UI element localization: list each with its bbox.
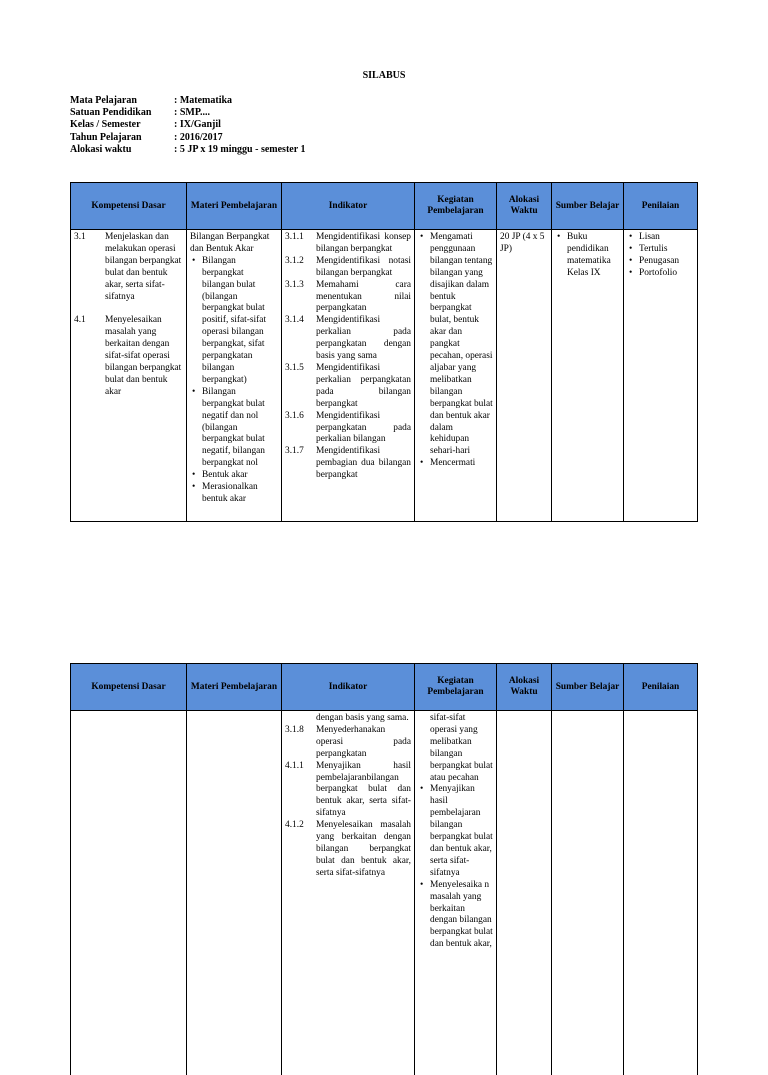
list-item: • Bentuk akar	[202, 470, 278, 482]
syllabus-table-2	[70, 663, 698, 1075]
sumber-list	[555, 232, 620, 280]
list-item: • Bilangan berpangkat bulat negatif dan nol (bilangan berpangkat bulat negatif, bilangan berpangkat nol	[202, 387, 278, 470]
table-row	[71, 711, 698, 1075]
indikator-item: 3.1.4 Mengidentifikasi perkalian pada perpangkatan dengan basis yang sama	[285, 315, 411, 363]
kegiatan-list	[418, 232, 493, 470]
cell-alokasi: 20 JP (4 x 5 JP)	[497, 230, 552, 522]
cell-penilaian	[624, 711, 698, 1075]
header-alokasi: Alokasi Waktu	[497, 183, 552, 230]
list-item: • Menyajikan hasil pembelajaran bilangan berpangkat bulat dan bentuk akar, serta sifat-sifatnya	[430, 784, 493, 879]
header-indikator: Indikator	[282, 664, 415, 711]
cell-indikator	[282, 711, 415, 1075]
indikator-item: 3.1.7 Mengidentifikasi pembagian dua bilangan berpangkat	[285, 446, 411, 482]
list-item: • Bilangan berpangkat bilangan bulat (bilangan berpangkat bulat positif, sifat-sifat operasi bilangan berpangkat, sifat perpangkatan bilangan berpangkat)	[202, 256, 278, 387]
syllabus-table-1	[70, 182, 698, 522]
meta-row-year: Tahun Pelajaran : 2016/2017	[70, 132, 305, 144]
cell-penilaian	[624, 230, 698, 522]
table-row	[71, 230, 698, 522]
header-indikator: Indikator	[282, 183, 415, 230]
meta-row-class: Kelas / Semester : IX/Ganjil	[70, 119, 305, 131]
kegiatan-continued: sifat-sifat operasi yang melibatkan bilangan berpangkat bulat atau pecahan	[418, 713, 493, 784]
cell-alokasi	[497, 711, 552, 1075]
list-item: • Buku pendidikan matematika Kelas IX	[567, 232, 620, 280]
materi-list	[190, 256, 278, 506]
list-item: • Merasionalkan bentuk akar	[202, 482, 278, 506]
header-penilaian: Penilaian	[624, 664, 698, 711]
header-kompetensi-dasar: Kompetensi Dasar	[71, 183, 187, 230]
header-materi: Materi Pembelajaran	[187, 183, 282, 230]
indikator-item-continued: dengan basis yang sama.	[285, 713, 411, 725]
indikator-item: 3.1.5 Mengidentifikasi perkalian perpangkatan pada bilangan berpangkat	[285, 363, 411, 411]
syllabus-meta	[70, 95, 305, 156]
kd-item: 4.1 Menyelesaikan masalah yang berkaitan dengan sifat-sifat operasi bilangan berpangkat bulat dan bentuk akar	[74, 315, 183, 398]
header-kegiatan: Kegiatan Pembelajaran	[415, 183, 497, 230]
indikator-item: 3.1.3 Memahami cara menentukan nilai perpangkatan	[285, 280, 411, 316]
list-item: • Portofolio	[639, 268, 694, 280]
indikator-item: 3.1.8 Menyederhanakan operasi pada perpangkatan	[285, 725, 411, 761]
cell-sumber	[552, 230, 624, 522]
cell-sumber	[552, 711, 624, 1075]
cell-indikator	[282, 230, 415, 522]
header-kompetensi-dasar: Kompetensi Dasar	[71, 664, 187, 711]
table-header-row	[71, 183, 698, 230]
indikator-item: 3.1.6 Mengidentifikasi perpangkatan pada perkalian bilangan	[285, 411, 411, 447]
indikator-item: 4.1.2 Menyelesaikan masalah yang berkaitan dengan bilangan berpangkat bulat dan bentuk akar, serta sifat-sifatnya	[285, 820, 411, 880]
meta-row-subject: Mata Pelajaran : Matematika	[70, 95, 305, 107]
kegiatan-list	[418, 784, 493, 951]
materi-intro: Bilangan Berpangkat dan Bentuk Akar	[190, 232, 278, 256]
cell-kegiatan	[415, 711, 497, 1075]
indikator-item: 4.1.1 Menyajikan hasil pembelajaranbilangan berpangkat bulat dan bentuk akar, serta sifat-sifatnya	[285, 761, 411, 821]
list-item: • Tertulis	[639, 244, 694, 256]
kd-item: 3.1 Menjelaskan dan melakukan operasi bilangan berpangkat bulat dan bentuk akar, serta sifat-sifatnya	[74, 232, 183, 303]
list-item: • Lisan	[639, 232, 694, 244]
header-penilaian: Penilaian	[624, 183, 698, 230]
penilaian-list	[627, 232, 694, 280]
meta-row-school: Satuan Pendidikan : SMP....	[70, 107, 305, 119]
list-item: • Menyelesaika n masalah yang berkaitan dengan bilangan berpangkat bulat dan bentuk akar,	[430, 880, 493, 951]
cell-materi	[187, 711, 282, 1075]
cell-kegiatan	[415, 230, 497, 522]
meta-row-time: Alokasi waktu : 5 JP x 19 minggu - semester 1	[70, 144, 305, 156]
list-item: • Mengamati penggunaan bilangan tentang bilangan yang disajikan dalam bentuk berpangkat bulat, bentuk akar dan pangkat pecahan, operasi aljabar yang melibatkan bilangan berpangkat bulat dan bentuk akar dalam kehidupan sehari-hari	[430, 232, 493, 458]
document-title: SILABUS	[0, 70, 768, 81]
table-header-row	[71, 664, 698, 711]
header-alokasi: Alokasi Waktu	[497, 664, 552, 711]
indikator-item: 3.1.2 Mengidentifikasi notasi bilangan berpangkat	[285, 256, 411, 280]
list-item: • Mencermati	[430, 458, 493, 470]
header-sumber: Sumber Belajar	[552, 183, 624, 230]
list-item: • Penugasan	[639, 256, 694, 268]
indikator-item: 3.1.1 Mengidentifikasi konsep bilangan berpangkat	[285, 232, 411, 256]
header-materi: Materi Pembelajaran	[187, 664, 282, 711]
cell-materi	[187, 230, 282, 522]
cell-kompetensi-dasar	[71, 711, 187, 1075]
header-sumber: Sumber Belajar	[552, 664, 624, 711]
header-kegiatan: Kegiatan Pembelajaran	[415, 664, 497, 711]
cell-kompetensi-dasar	[71, 230, 187, 522]
